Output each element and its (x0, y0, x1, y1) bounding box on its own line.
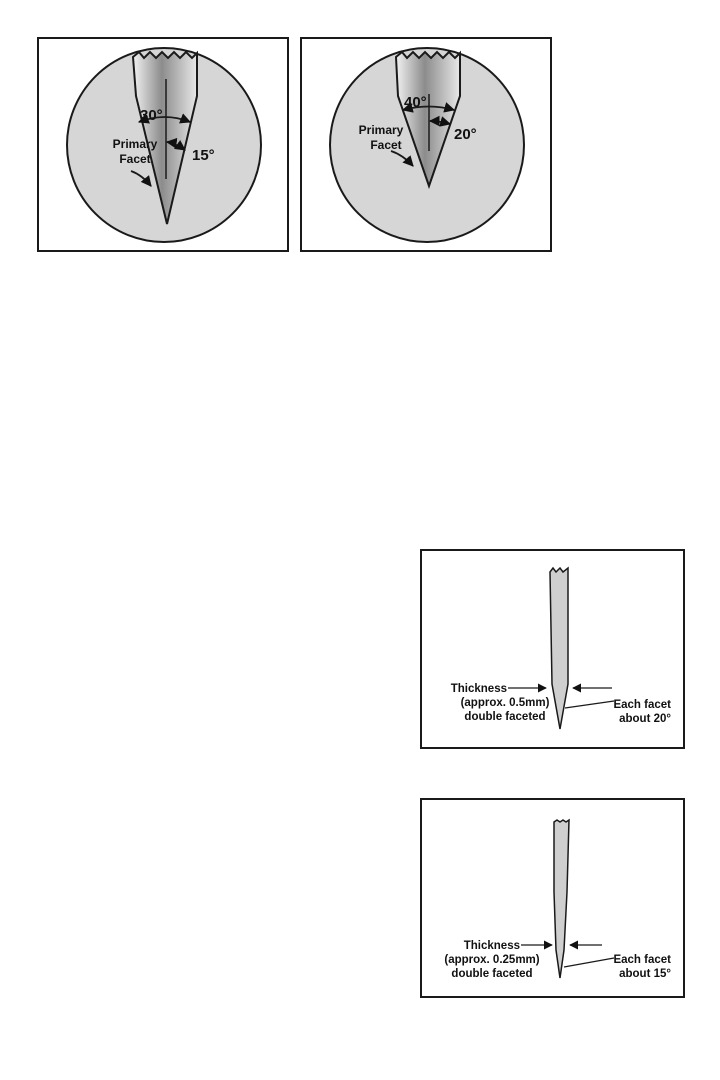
facet-label-line2: about 20° (619, 713, 671, 725)
half-angle-label: 20° (454, 126, 477, 143)
total-angle-label: 40° (404, 94, 427, 111)
tip-diagram-30-degree (37, 37, 289, 252)
facet-label-line2: about 15° (619, 968, 671, 980)
facet-label-line2: Facet (370, 138, 402, 152)
electrode-thickness-diagram-05mm (420, 549, 685, 749)
total-angle-label: 30° (140, 107, 163, 124)
half-angle-label: 15° (192, 147, 215, 164)
facet-label-line2: Facet (119, 152, 151, 166)
facet-leader-line (564, 958, 614, 967)
electrode-shaft (554, 820, 569, 978)
thickness-label-line1: Thickness (450, 683, 507, 695)
thickness-label-line3: double faceted (464, 711, 546, 723)
facet-label-line1: Each facet (613, 699, 671, 711)
electrode-shaft (550, 568, 568, 729)
tip-diagram-40-degree (300, 37, 552, 252)
electrode-05mm-svg (422, 551, 687, 751)
thickness-label-line2: (approx. 0.5mm) (460, 697, 550, 709)
facet-label-line1: Each facet (613, 954, 671, 966)
facet-label-line1: Primary (112, 137, 158, 151)
thickness-label-line3: double faceted (451, 968, 533, 980)
facet-leader-line (565, 701, 614, 708)
electrode-thickness-diagram-025mm (420, 798, 685, 998)
tip-diagram-30-svg (39, 39, 291, 254)
facet-label-line1: Primary (358, 123, 404, 137)
thickness-label-line1: Thickness (463, 940, 520, 952)
electrode-025mm-svg (422, 800, 687, 1000)
thickness-label-line2: (approx. 0.25mm) (444, 954, 540, 966)
tip-diagram-40-svg (302, 39, 554, 254)
